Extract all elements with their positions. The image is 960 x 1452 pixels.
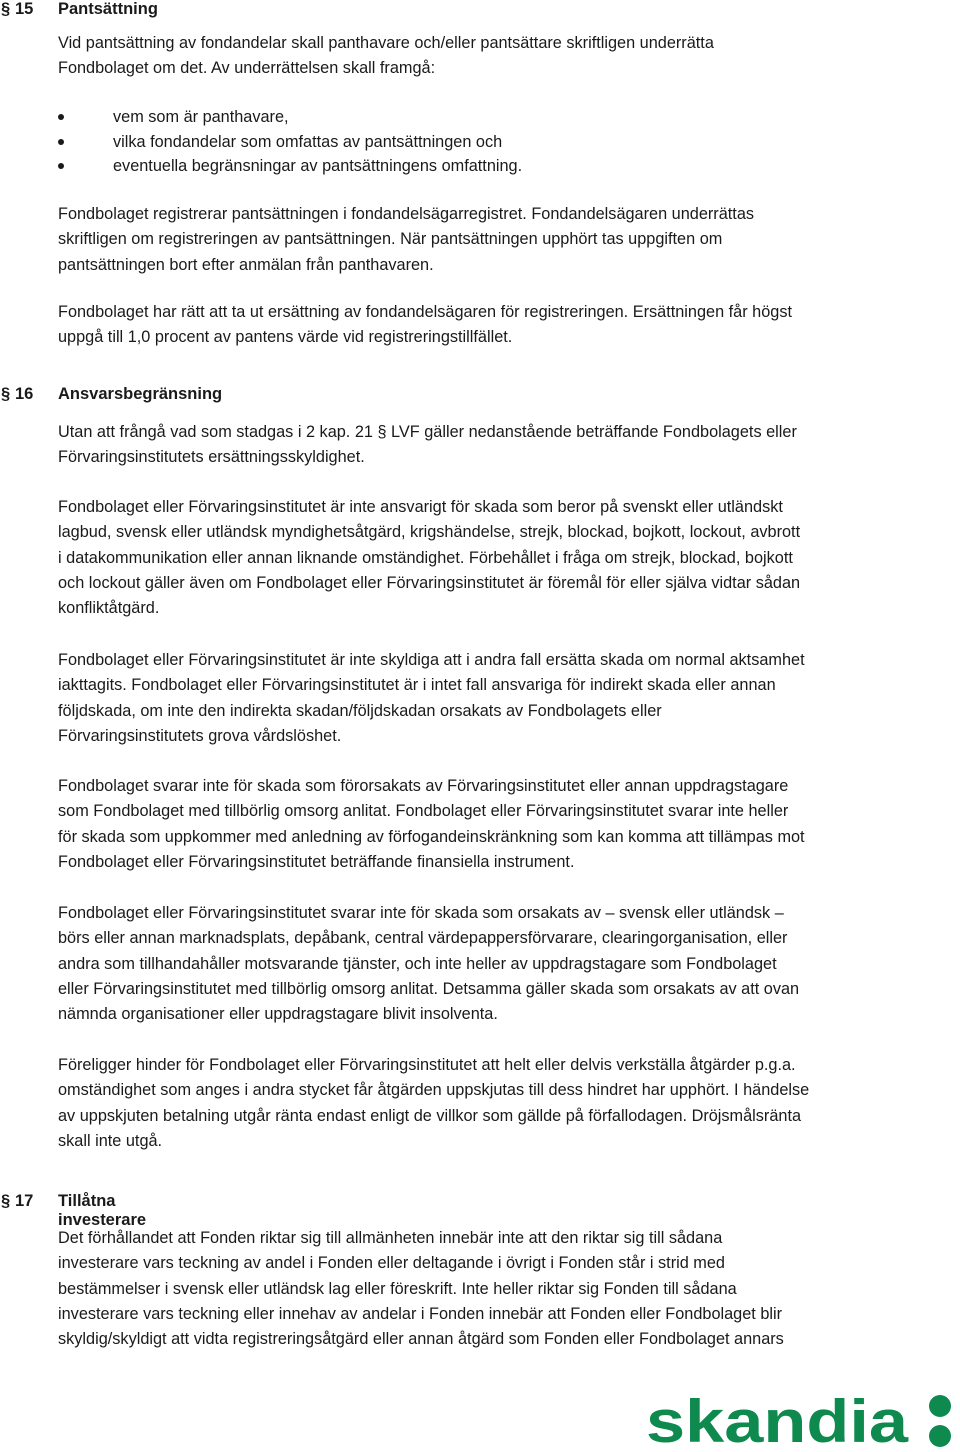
list-item-text: eventuella begränsningar av pantsättningens omfattning. <box>113 157 523 175</box>
paragraph: Fondbolaget eller Förvaringsinstitutet svarar inte för skada som orsakats av – svensk eller utländsk – börs eller annan marknadsplats, depåbank, central värdepappersförvarare, clearingorganisation, eller andra som tillhandahåller motsvarande tjänster, och inte heller av uppdragstagare som Fondbolaget eller Förvaringsinstitutet med tillbörlig omsorg anlitat. Detsamma gäller skada som orsakats av att ovan nämnda organisationer eller uppdragstagare blivit insolventa. <box>58 904 800 1024</box>
logo-wordmark: skandia <box>646 1392 909 1450</box>
logo-dot-top <box>929 1395 951 1417</box>
section-number: 15 <box>15 0 34 18</box>
section-number: 17 <box>15 1192 34 1210</box>
paragraph: Det förhållandet att Fonden riktar sig till allmänheten innebär inte att den riktar sig till sådana investerare vars teckning av andel i Fonden eller deltagande i övrigt i Fonden står i strid med bestämmelser i svensk eller utländsk lag eller föreskrift. Inte heller riktar sig Fonden till sådana investerare vars teckning eller innehav av andelar i Fonden innebär att Fonden eller Fondbolaget blir skyldig/skyldigt att vidta registreringsåtgärd eller annan åtgärd som Fonden eller Fondbolaget annars <box>58 1229 784 1349</box>
section-number: 16 <box>15 385 34 403</box>
paragraph: Fondbolaget eller Förvaringsinstitutet är inte skyldiga att i andra fall ersätta skada om normal aktsamhet iakttagits. Fondbolaget eller Förvaringsinstitutet är i intet fall ansvariga för indirekt skada eller annan följdskada, om inte den indirekta skadan/följdskadan orsakats av Fondbolagets eller Förvaringsinstitutets grova vårdslöshet. <box>58 651 805 745</box>
paragraph: Fondbolaget har rätt att ta ut ersättning av fondandelsägaren för registreringen. Ersättningen får högst uppgå till 1,0 procent av pantens värde vid registreringstillfället. <box>58 303 793 347</box>
list-item-text: vem som är panthavare, <box>113 108 289 126</box>
paragraph: Fondbolaget registrerar pantsättningen i fondandelsägarregistret. Fondandelsägaren underrättas skriftligen om registreringen av pantsättningen. När pantsättningen upphört tas uppgiften om pantsättningen bort efter anmälan från panthavaren. <box>58 205 755 274</box>
list-item-text: vilka fondandelar som omfattas av pantsättningen och <box>113 132 503 151</box>
section-title: Tillåtna investerare <box>58 1192 147 1229</box>
paragraph: Fondbolaget svarar inte för skada som förorsakats av Förvaringsinstitutet eller annan uppdragstagare som Fondbolaget med tillbörlig omsorg anlitat. Fondbolaget eller Förvaringsinstitutet svarar inte heller för skada som uppkommer med anledning av förfogandeinskränkning som kan komma att tillämpas mot Fondbolaget eller Förvaringsinstitutet beträffande finansiella instrument. <box>58 777 805 871</box>
paragraph: Fondbolaget eller Förvaringsinstitutet är inte ansvarigt för skada som beror på svenskt eller utländskt lagbud, svensk eller utländsk myndighetsåtgärd, krigshändelse, strejk, blockad, bojkott, lockout, avbrott i datakommunikation eller annan liknande omständighet. Förbehållet i fråga om strejk, blockad, bojkott och lockout gäller även om Fondbolaget eller Förvaringsinstitutet är föremål för eller själva vidtar sådan konfliktåtgärd. <box>58 498 801 618</box>
section-symbol: § <box>1 1192 11 1210</box>
list-item <box>58 154 522 179</box>
section-symbol: § <box>1 385 11 403</box>
section-title: Ansvarsbegränsning <box>58 385 223 403</box>
bullet-icon <box>58 114 64 120</box>
bullet-list <box>58 105 522 179</box>
logo-dot-bottom <box>929 1425 951 1447</box>
list-item <box>58 105 522 130</box>
list-item <box>58 130 522 155</box>
paragraph: Utan att frångå vad som stadgas i 2 kap. 21 § LVF gäller nedanstående beträffande Fondbolagets eller Förvaringsinstitutets ersättningsskyldighet. <box>58 423 797 467</box>
bullet-icon <box>58 139 64 145</box>
paragraph: Föreligger hinder för Fondbolaget eller Förvaringsinstitutet att helt eller delvis verkställa åtgärder p.g.a. omständighet som anges i andra stycket får åtgärden uppskjutas till dess hindret har upphört. I händelse av uppskjuten betalning utgår ränta endast enligt de villkor som gällde på förfallodagen. Dröjsmålsränta skall inte utgå. <box>58 1056 810 1150</box>
section-symbol: § <box>1 0 11 18</box>
section-title: Pantsättning <box>58 0 158 18</box>
skandia-logo <box>646 1392 956 1450</box>
paragraph: Vid pantsättning av fondandelar skall panthavare och/eller pantsättare skriftligen underrätta Fondbolaget om det. Av underrättelsen skall framgå: <box>58 34 714 78</box>
bullet-icon <box>58 163 64 169</box>
